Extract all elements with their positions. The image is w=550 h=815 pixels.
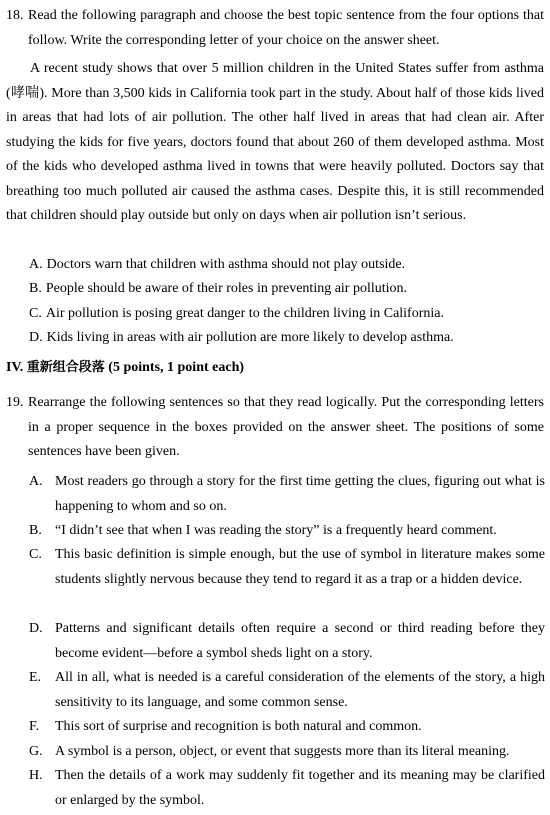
option-text: People should be aware of their roles in preventing air pollution. (45, 281, 408, 296)
sentence-text: All in all, what is needed is a careful consideration of the elements of the story, a high sensitivity to its language, and some common sense. (55, 670, 545, 710)
question-19-prompt (6, 391, 544, 465)
sentence-e (29, 666, 545, 715)
question-number: 18. (6, 8, 24, 23)
sentence-text: This basic definition is simple enough, but the use of symbol in literature makes some students slightly nervous because they tend to regard it as a trap or a hidden device. (55, 547, 545, 587)
sentence-letter: A. (29, 474, 43, 489)
sentence-letter: E. (29, 670, 42, 685)
section-heading (6, 356, 244, 381)
sentence-letter: H. (29, 768, 43, 783)
sentence-letter: D. (29, 621, 43, 636)
sentence-a (29, 470, 545, 519)
section-points: (5 points, 1 point each) (108, 360, 245, 375)
option-letter: C. (29, 306, 42, 321)
section-numeral: IV. (6, 360, 24, 375)
option-b (29, 277, 407, 302)
option-c (29, 302, 444, 327)
sentence-text: A symbol is a person, object, or event that suggests more than its literal meaning. (55, 744, 510, 759)
option-text: Air pollution is posing great danger to the children living in California. (45, 306, 444, 321)
section-title: 重新组合段落 (26, 360, 105, 375)
sentence-text: Most readers go through a story for the first time getting the clues, figuring out what is happening to whom and so on. (55, 474, 545, 514)
sentence-letter: F. (29, 719, 40, 734)
option-text: Doctors warn that children with asthma should not play outside. (46, 257, 406, 272)
sentence-text: “I didn’t see that when I was reading the story” is a frequently heard comment. (55, 523, 497, 538)
sentence-g (29, 740, 545, 765)
option-letter: B. (29, 281, 42, 296)
sentence-letter: B. (29, 523, 42, 538)
sentence-text: Patterns and significant details often require a second or third reading before they become evident—before a symbol sheds light on a story. (55, 621, 545, 661)
option-d (29, 326, 454, 351)
sentence-text: This sort of surprise and recognition is both natural and common. (55, 719, 422, 734)
question-text: Rearrange the following sentences so that they read logically. Put the corresponding letters in a proper sequence in the boxes provided on the answer sheet. The positions of some sentences have been given. (28, 395, 544, 459)
question-text: Read the following paragraph and choose the best topic sentence from the four options that follow. Write the corresponding letter of your choice on the answer sheet. (28, 8, 544, 48)
sentence-d (29, 617, 545, 666)
sentence-letter: C. (29, 547, 42, 562)
sentence-text: Then the details of a work may suddenly fit together and its meaning may be clarified or enlarged by the symbol. (55, 768, 545, 808)
option-a (29, 253, 405, 278)
question-number: 19. (6, 395, 24, 410)
sentence-f (29, 715, 545, 740)
sentence-c (29, 543, 545, 592)
option-letter: A. (29, 257, 43, 272)
paragraph-text: A recent study shows that over 5 million children in the United States suffer from asthma (哮喘). More than 3,500 kids in California took part in the study. About half of those kids lived in areas that had lots of air pollution. The other half lived in areas that had clean air. After studying the kids for five years, doctors found that about 260 of them developed asthma. Most of the kids who developed asthma lived in towns that were heavily polluted. Doctors say that breathing too much polluted air caused the asthma cases. Despite this, it is still recommended that children should play outside but only on days when air pollution isn’t serious. (6, 61, 544, 223)
question-18-prompt (6, 4, 544, 53)
option-letter: D. (29, 330, 43, 345)
sentence-letter: G. (29, 744, 43, 759)
sentence-b (29, 519, 545, 544)
reading-paragraph (6, 57, 544, 229)
sentence-h (29, 764, 545, 813)
option-text: Kids living in areas with air pollution are more likely to develop asthma. (46, 330, 454, 345)
